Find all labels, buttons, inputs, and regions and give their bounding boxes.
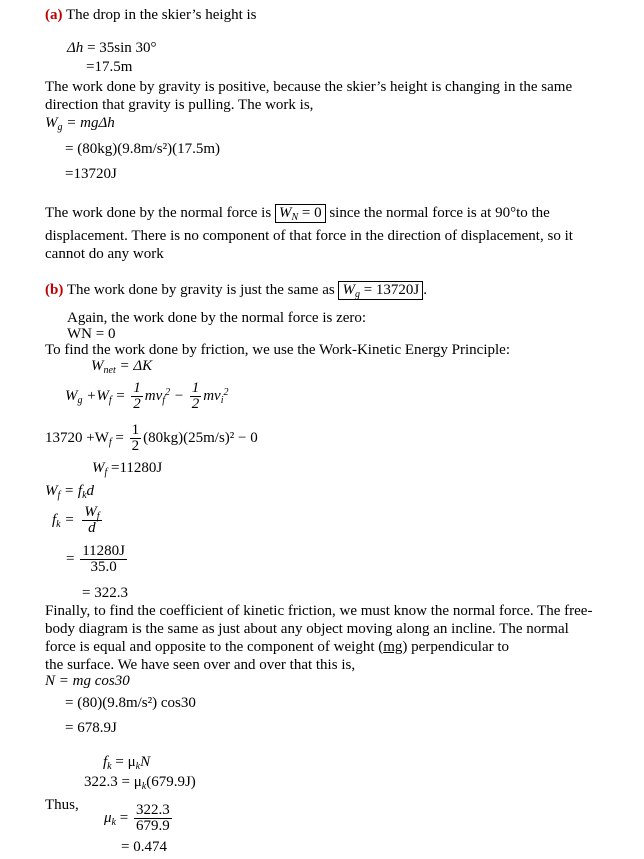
part-b-gravity-text: The work done by gravity is just the same as — [66, 282, 335, 298]
wf-equation: $W_f = f_kd$ — [45, 483, 95, 501]
wg-box-value: = 13720J — [359, 282, 420, 298]
wf-eq-rhs: = f — [64, 483, 83, 499]
wnet-rhs: = ΔK — [119, 358, 153, 374]
mu-result: = 0.474 — [121, 839, 167, 855]
part-b-gravity: (b) The work done by gravity is just the same as $W_g = 13720J$ . — [45, 282, 427, 300]
n-formula-rhs: = mg cos30 — [58, 673, 130, 689]
fk-mu-sub: k — [135, 761, 141, 772]
mu-fraction-box — [134, 803, 172, 834]
fk-result: = 322.3 — [82, 585, 128, 601]
part-b-label: (b) — [45, 282, 64, 298]
n-result: = 678.9J — [65, 720, 117, 736]
substitution-equation: $13720 +W_f$ = $\frac{1}{2}$ (80kg)(25m/s)² − 0 — [45, 422, 258, 454]
dh-rhs: = 35sin 30° — [87, 40, 157, 56]
dh-lhs: Δh — [67, 40, 84, 56]
subst-lhs: 13720 +W — [45, 429, 109, 446]
fk-numeric-fraction — [80, 544, 127, 575]
fk-numeric: = $\frac{11280J}{35.0}$ — [66, 543, 125, 575]
n-formula: N = mg cos30 — [45, 673, 130, 689]
wf-over-d: $\frac{W_f}{d}$ — [84, 504, 100, 536]
fk-mu-equation: $f_k = \mu_kN$ — [103, 754, 151, 772]
dh-value: =17.5m — [86, 59, 133, 75]
mu-den: 679.9 — [135, 818, 170, 834]
wn-zero: WN = 0 — [67, 326, 116, 342]
normal-line1-pre: The work done by the normal force is — [45, 205, 272, 221]
wg-formula-rhs: = mgΔh — [66, 115, 115, 131]
finally-line3 — [45, 638, 509, 656]
wket-mv: mv — [144, 387, 163, 404]
finally-line3-pre: force is equal and opposite to the component of weight ( — [45, 639, 384, 655]
half-fraction: $\frac{1}{2}$ — [133, 380, 141, 412]
subst-rhs: (80kg)(25m/s)² − 0 — [143, 429, 258, 446]
wg-box-symbol: W — [342, 282, 355, 298]
fk-den: 35.0 — [90, 559, 117, 575]
friction-intro: To find the work done by friction, we use the Work-Kinetic Energy Principle: — [45, 342, 510, 358]
wf-result-value: =11280J — [111, 460, 163, 476]
normal-line3: cannot do any work — [45, 246, 164, 262]
mu-subst-post: (679.9J) — [146, 774, 196, 790]
part-a-label: (a) — [45, 7, 63, 23]
wg-formula: $W_g = mg\Delta h$ — [45, 115, 115, 133]
mu-num: 322.3 — [135, 802, 170, 818]
half-fraction-2: $\frac{1}{2}$ — [191, 380, 200, 412]
half-fraction-3: $\frac{1}{2}$ — [131, 422, 140, 454]
finally-line2: body diagram is the same as just about any object moving along an incline. The normal — [45, 621, 569, 637]
wnet-equation: $W_{net} = \Delta K$ — [91, 358, 153, 376]
dh-equation — [67, 39, 157, 57]
wket-mv2: mv — [203, 387, 221, 404]
part-a-heading — [45, 6, 257, 24]
wn-value: = 0 — [298, 205, 322, 221]
wket-minus: − — [173, 387, 184, 404]
wf-eq-d: d — [86, 483, 95, 499]
part-a-heading-text: The drop in the skier’s height is — [65, 7, 257, 23]
finally-line1: Finally, to find the coefficient of kinetic friction, we must know the normal force. The free- — [45, 603, 593, 619]
wg-box — [338, 281, 423, 300]
subst-eq: = — [115, 429, 124, 446]
thus-text: Thus, — [45, 797, 79, 813]
wket-lhs: +W — [86, 387, 109, 404]
wf-result: $W_f =11280J$ — [92, 460, 163, 478]
wket-eq: = — [115, 387, 126, 404]
mu-fraction: $\mu_k$ = $\frac{322.3}{679.9}$ — [104, 802, 170, 834]
finally-line4: the surface. We have seen over and over that this is, — [45, 657, 356, 673]
again-text: Again, the work done by the normal force is zero: — [67, 310, 367, 326]
wn-sub: N — [291, 212, 299, 223]
wg-substitution: = (80kg)(9.8m/s²)(17.5m) — [65, 141, 221, 157]
normal-line1 — [45, 204, 550, 223]
mu-subst: 322.3 = μ — [84, 774, 142, 790]
normal-line1-post: since the normal force is at 90°to the — [329, 205, 550, 221]
fk-num: 11280J — [82, 543, 125, 559]
fk-frac-d: d — [88, 520, 96, 536]
mu-substitution: $322.3 = \mu_k(679.9J)$ — [84, 774, 196, 792]
wg-result: =13720J — [65, 166, 117, 182]
normal-line2: displacement. There is no component of that force in the direction of displacement, so it — [45, 228, 573, 244]
finally-line3-post: ) perpendicular to — [402, 639, 510, 655]
wn-symbol: W — [278, 205, 292, 221]
wn-zero-box — [275, 204, 326, 223]
para1-line2: direction that gravity is pulling. The work is, — [45, 97, 314, 113]
para1-line1: The work done by gravity is positive, because the skier’s height is changing in the same — [45, 79, 573, 95]
fk-mu: = μ — [115, 754, 136, 770]
n-substitution: = (80)(9.8m/s²) cos30 — [65, 695, 196, 711]
fk-fraction: $f_k$ = $\frac{W_f}{d}$ — [52, 504, 100, 536]
finally-line3-mg: mg — [383, 639, 403, 655]
wg-box-sub: g — [354, 289, 360, 300]
work-energy-equation: $W_g +W_f$ = $\frac{1}{2}$ $mv_f^2$ − $\frac{1}{2}$ $mv_i^2$ — [65, 380, 229, 412]
fk-mu-N: N — [140, 754, 151, 770]
